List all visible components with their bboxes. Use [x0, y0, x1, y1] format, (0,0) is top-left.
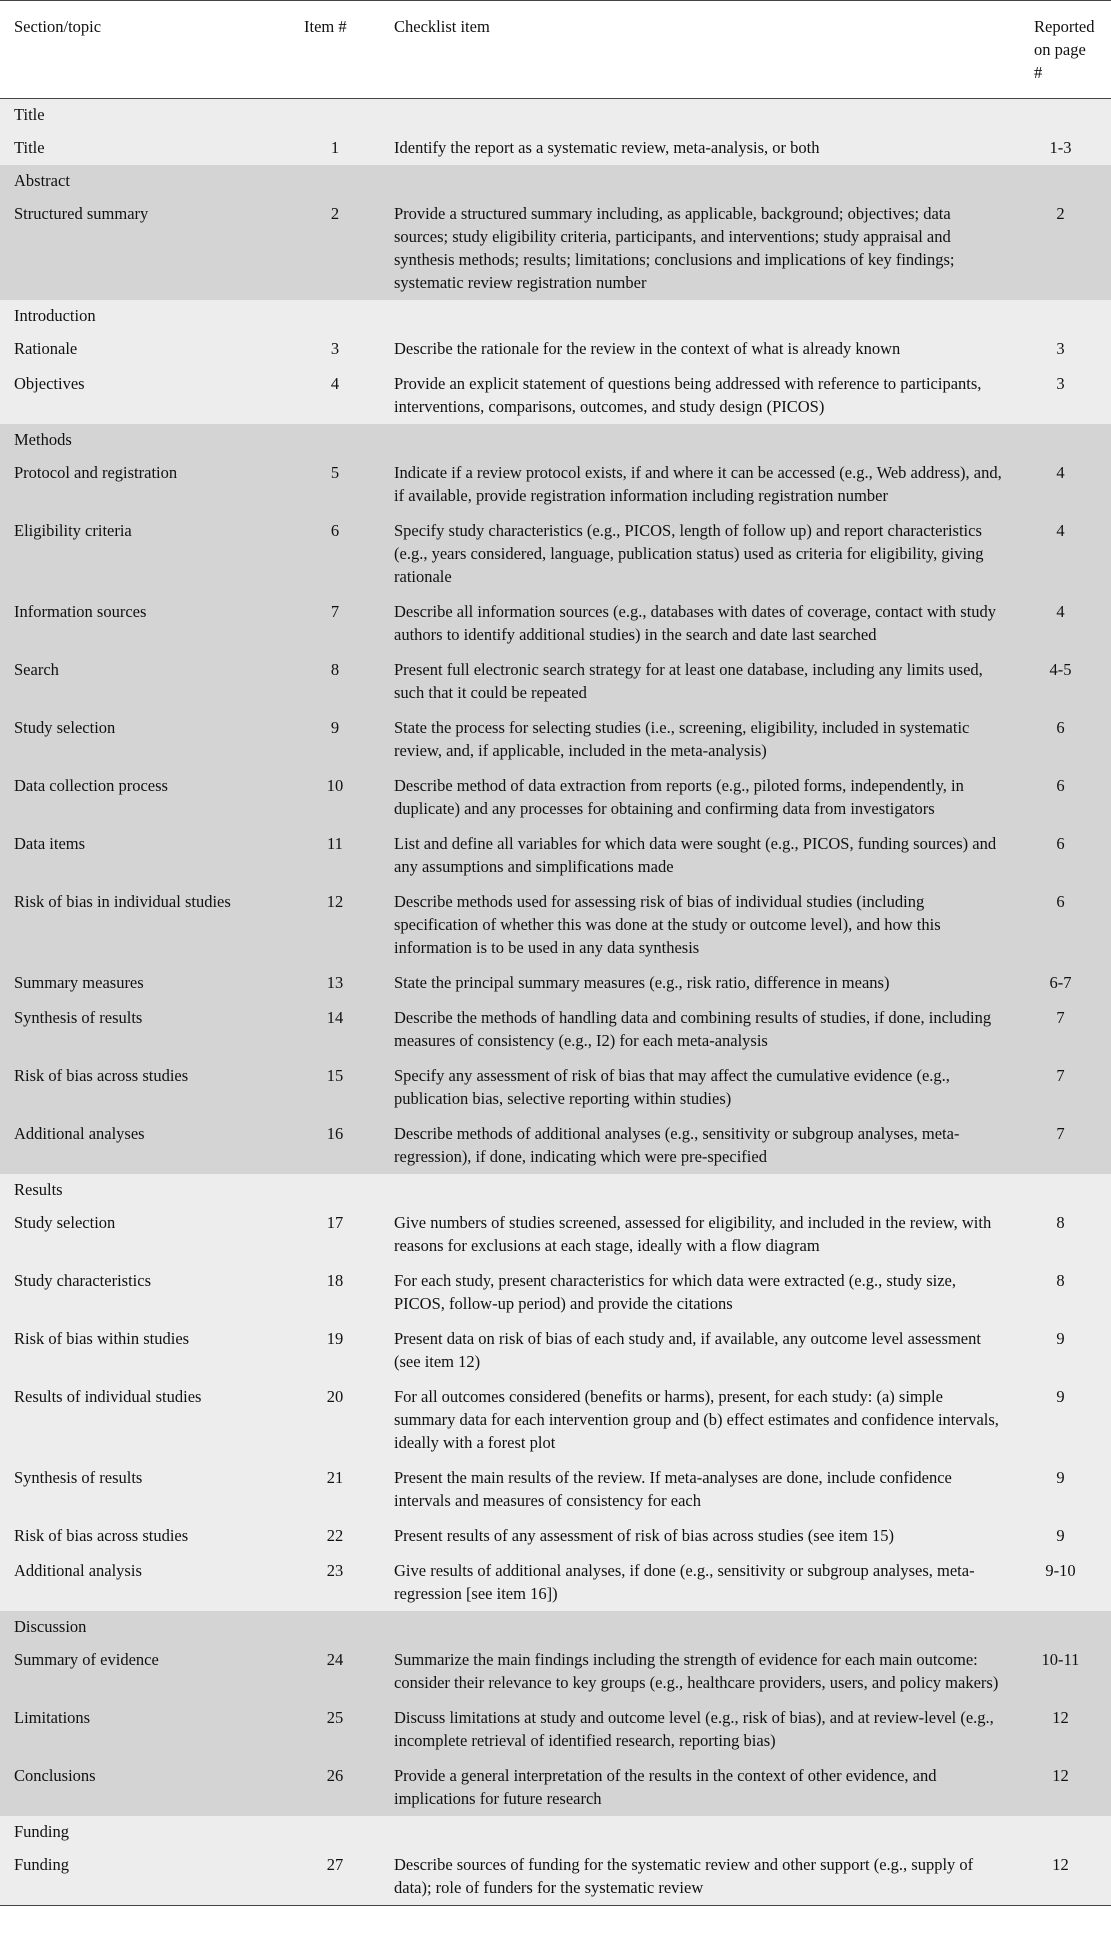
reported-page-cell: 6	[1056, 776, 1065, 795]
reported-page-cell: 3	[1056, 339, 1065, 358]
section-group	[0, 1816, 1111, 1906]
table-row	[0, 1058, 1111, 1116]
checklist-item-cell: Provide a general interpretation of the results in the context of other evidence, and implications for future research	[394, 1766, 937, 1808]
reported-page-cell: 6-7	[1049, 973, 1072, 992]
table-row	[0, 884, 1111, 965]
item-number-cell: 22	[326, 1526, 344, 1545]
table-row	[0, 455, 1111, 513]
header-checklist-item: Checklist item	[380, 1, 1020, 99]
table-row	[0, 1460, 1111, 1518]
reported-page-cell: 4	[1056, 602, 1065, 621]
topic-cell: Data items	[14, 834, 86, 853]
topic-cell: Synthesis of results	[14, 1468, 143, 1487]
reported-page-cell: 9	[1056, 1329, 1065, 1348]
reported-page-cell: 2	[1056, 204, 1065, 223]
item-number-cell: 23	[326, 1561, 344, 1580]
item-number-cell: 17	[326, 1213, 344, 1232]
item-number-cell: 16	[326, 1124, 344, 1143]
reported-page-cell: 12	[1052, 1766, 1069, 1785]
section-heading-row	[0, 424, 1111, 455]
item-number-cell: 13	[326, 973, 344, 992]
topic-cell: Objectives	[14, 374, 85, 393]
topic-cell: Structured summary	[14, 204, 149, 223]
item-number-cell: 11	[327, 834, 343, 853]
item-number-cell: 15	[326, 1066, 344, 1085]
checklist-item-cell: Indicate if a review protocol exists, if and where it can be accessed (e.g., Web address), and, if available, provide registration information including registration number	[394, 463, 1002, 505]
table-row	[0, 652, 1111, 710]
table-row	[0, 1758, 1111, 1816]
item-number-cell: 9	[330, 718, 340, 737]
checklist-item-cell: Describe methods used for assessing risk of bias of individual studies (including specification of whether this was done at the study or outcome level), and how this information is to be used in any data synthesis	[394, 892, 941, 957]
table-row	[0, 965, 1111, 1000]
section-heading: Funding	[14, 1822, 70, 1841]
reported-page-cell: 9	[1056, 1387, 1065, 1406]
section-heading-row	[0, 165, 1111, 196]
reported-page-cell: 9-10	[1045, 1561, 1076, 1580]
header-section-topic: Section/topic	[0, 1, 290, 99]
table-row	[0, 130, 1111, 165]
checklist-item-cell: Present results of any assessment of risk of bias across studies (see item 15)	[394, 1526, 894, 1545]
reported-page-cell: 1-3	[1049, 138, 1072, 157]
topic-cell: Additional analysis	[14, 1561, 142, 1580]
topic-cell: Results of individual studies	[14, 1387, 202, 1406]
item-number-cell: 6	[330, 521, 340, 540]
topic-cell: Data collection process	[14, 776, 168, 795]
reported-page-cell: 8	[1056, 1271, 1065, 1290]
checklist-item-cell: Present the main results of the review. If meta-analyses are done, include confidence intervals and measures of consistency for each	[394, 1468, 952, 1510]
section-group	[0, 99, 1111, 166]
item-number-cell: 5	[330, 463, 340, 482]
item-number-cell: 1	[330, 138, 340, 157]
table-row	[0, 594, 1111, 652]
checklist-item-cell: Provide a structured summary including, as applicable, background; objectives; data sources; study eligibility criteria, participants, and interventions; study appraisal and synthesis methods; results; limitations; conclusions and implications of key findings; systematic review registration number	[394, 204, 955, 292]
section-group	[0, 424, 1111, 1174]
reported-page-cell: 3	[1056, 374, 1065, 393]
reported-page-cell: 4	[1056, 521, 1065, 540]
topic-cell: Title	[14, 138, 45, 157]
topic-cell: Risk of bias within studies	[14, 1329, 190, 1348]
table-row	[0, 1205, 1111, 1263]
item-number-cell: 19	[326, 1329, 344, 1348]
table-row	[0, 1116, 1111, 1174]
table-row	[0, 1642, 1111, 1700]
reported-page-cell: 7	[1056, 1008, 1065, 1027]
header-reported-page: Reported on page #	[1020, 1, 1111, 99]
reported-page-cell: 4	[1056, 463, 1065, 482]
reported-page-cell: 6	[1056, 718, 1065, 737]
reported-page-cell: 8	[1056, 1213, 1065, 1232]
section-heading-row	[0, 300, 1111, 331]
item-number-cell: 20	[326, 1387, 344, 1406]
topic-cell: Funding	[0, 1847, 290, 1906]
section-heading-row	[0, 1611, 1111, 1642]
table-row	[0, 1321, 1111, 1379]
table-row	[0, 1553, 1111, 1611]
section-group	[0, 1611, 1111, 1816]
topic-cell: Study selection	[14, 1213, 116, 1232]
table-row	[0, 366, 1111, 424]
checklist-item-cell: Describe sources of funding for the systematic review and other support (e.g., supply of data); role of funders for the systematic review	[380, 1847, 1020, 1906]
reported-page-cell: 7	[1056, 1066, 1065, 1085]
table-row	[0, 331, 1111, 366]
item-number-cell: 10	[326, 776, 344, 795]
item-number-cell: 21	[326, 1468, 344, 1487]
checklist-item-cell: Present full electronic search strategy for at least one database, including any limits used, such that it could be repeated	[394, 660, 983, 702]
reported-page-cell: 6	[1056, 834, 1065, 853]
checklist-item-cell: Give numbers of studies screened, assessed for eligibility, and included in the review, with reasons for exclusions at each stage, ideally with a flow diagram	[394, 1213, 992, 1255]
table-row	[0, 1263, 1111, 1321]
topic-cell: Study characteristics	[14, 1271, 151, 1290]
item-number-cell: 18	[326, 1271, 344, 1290]
checklist-item-cell: Summarize the main findings including the strength of evidence for each main outcome: consider their relevance to key groups (e.g., healthcare providers, users, and policy makers)	[394, 1650, 999, 1692]
checklist-item-cell: Specify study characteristics (e.g., PICOS, length of follow up) and report characteristics (e.g., years considered, language, publication status) used as criteria for eligibility, giving rationale	[394, 521, 984, 586]
section-heading-row	[0, 99, 1111, 131]
reported-page-cell: 7	[1056, 1124, 1065, 1143]
section-heading: Discussion	[14, 1617, 87, 1636]
item-number-cell: 25	[326, 1708, 344, 1727]
reported-page-cell: 9	[1056, 1526, 1065, 1545]
checklist-item-cell: Describe the rationale for the review in the context of what is already known	[394, 339, 901, 358]
item-number-cell: 14	[326, 1008, 344, 1027]
table-row	[0, 513, 1111, 594]
checklist-item-cell: Give results of additional analyses, if done (e.g., sensitivity or subgroup analyses, meta-regression [see item 16])	[394, 1561, 975, 1603]
checklist-item-cell: Specify any assessment of risk of bias that may affect the cumulative evidence (e.g., publication bias, selective reporting within studies)	[394, 1066, 950, 1108]
checklist-item-cell: Describe method of data extraction from reports (e.g., piloted forms, independently, in duplicate) and any processes for obtaining and confirming data from investigators	[394, 776, 964, 818]
item-number-cell: 12	[326, 892, 344, 911]
checklist-item-cell: List and define all variables for which data were sought (e.g., PICOS, funding sources) and any assumptions and simplifications made	[394, 834, 997, 876]
section-group	[0, 165, 1111, 300]
topic-cell: Summary measures	[14, 973, 144, 992]
checklist-item-cell: Provide an explicit statement of questions being addressed with reference to participants, interventions, comparisons, outcomes, and study design (PICOS)	[394, 374, 982, 416]
topic-cell: Limitations	[14, 1708, 91, 1727]
table-row	[0, 826, 1111, 884]
checklist-item-cell: Describe methods of additional analyses (e.g., sensitivity or subgroup analyses, meta-regression), if done, indicating which were pre-specified	[394, 1124, 960, 1166]
item-number-cell: 4	[330, 374, 340, 393]
reported-page-cell: 4-5	[1049, 660, 1072, 679]
checklist-item-cell: Describe the methods of handling data and combining results of studies, if done, including measures of consistency (e.g., I2) for each meta-analysis	[394, 1008, 992, 1050]
section-heading: Introduction	[14, 306, 96, 325]
section-heading: Results	[14, 1180, 63, 1199]
item-number-cell: 7	[330, 602, 340, 621]
topic-cell: Study selection	[14, 718, 116, 737]
section-heading: Methods	[14, 430, 72, 449]
reported-page-cell: 12	[1020, 1847, 1111, 1906]
table-header-row	[0, 1, 1111, 99]
topic-cell: Risk of bias across studies	[14, 1066, 189, 1085]
item-number-cell: 26	[326, 1766, 344, 1785]
table-row	[0, 1518, 1111, 1553]
reported-page-cell: 6	[1056, 892, 1065, 911]
item-number-cell: 2	[330, 204, 340, 223]
item-number-cell: 24	[326, 1650, 344, 1669]
table-row	[0, 196, 1111, 300]
table-row	[0, 710, 1111, 768]
section-heading: Title	[14, 105, 45, 124]
item-number-cell: 3	[330, 339, 340, 358]
checklist-item-cell: For all outcomes considered (benefits or harms), present, for each study: (a) simple summary data for each intervention group and (b) effect estimates and confidence intervals, ideally with a forest plot	[394, 1387, 999, 1452]
section-heading-row	[0, 1174, 1111, 1205]
checklist-item-cell: Discuss limitations at study and outcome level (e.g., risk of bias), and at review-level (e.g., incomplete retrieval of identified research, reporting bias)	[394, 1708, 994, 1750]
topic-cell: Conclusions	[14, 1766, 96, 1785]
checklist-item-cell: Present data on risk of bias of each study and, if available, any outcome level assessment (see item 12)	[394, 1329, 981, 1371]
item-number-cell: 8	[330, 660, 340, 679]
table-row	[0, 768, 1111, 826]
topic-cell: Risk of bias in individual studies	[14, 892, 231, 911]
checklist-item-cell: State the principal summary measures (e.g., risk ratio, difference in means)	[394, 973, 890, 992]
topic-cell: Protocol and registration	[14, 463, 178, 482]
checklist-item-cell: For each study, present characteristics for which data were extracted (e.g., study size, PICOS, follow-up period) and provide the citations	[394, 1271, 956, 1313]
section-group	[0, 1174, 1111, 1611]
table-row	[0, 1847, 1111, 1906]
table-row	[0, 1700, 1111, 1758]
topic-cell: Synthesis of results	[14, 1008, 143, 1027]
topic-cell: Information sources	[14, 602, 147, 621]
section-heading-row	[0, 1816, 1111, 1847]
topic-cell: Rationale	[14, 339, 78, 358]
table-row	[0, 1000, 1111, 1058]
section-heading: Abstract	[14, 171, 70, 190]
reported-page-cell: 10-11	[1041, 1650, 1080, 1669]
reported-page-cell: 9	[1056, 1468, 1065, 1487]
checklist-item-cell: State the process for selecting studies (i.e., screening, eligibility, included in systematic review, and, if applicable, included in the meta-analysis)	[394, 718, 970, 760]
reported-page-cell: 12	[1052, 1708, 1069, 1727]
topic-cell: Risk of bias across studies	[14, 1526, 189, 1545]
table-row	[0, 1379, 1111, 1460]
topic-cell: Summary of evidence	[14, 1650, 159, 1669]
header-item-number: Item #	[290, 1, 380, 99]
item-number-cell: 27	[290, 1847, 380, 1906]
topic-cell: Additional analyses	[14, 1124, 145, 1143]
checklist-item-cell: Describe all information sources (e.g., databases with dates of coverage, contact with study authors to identify additional studies) in the search and date last searched	[394, 602, 997, 644]
section-group	[0, 300, 1111, 424]
topic-cell: Search	[14, 660, 59, 679]
checklist-item-cell: Identify the report as a systematic review, meta-analysis, or both	[394, 138, 820, 157]
topic-cell: Eligibility criteria	[14, 521, 132, 540]
